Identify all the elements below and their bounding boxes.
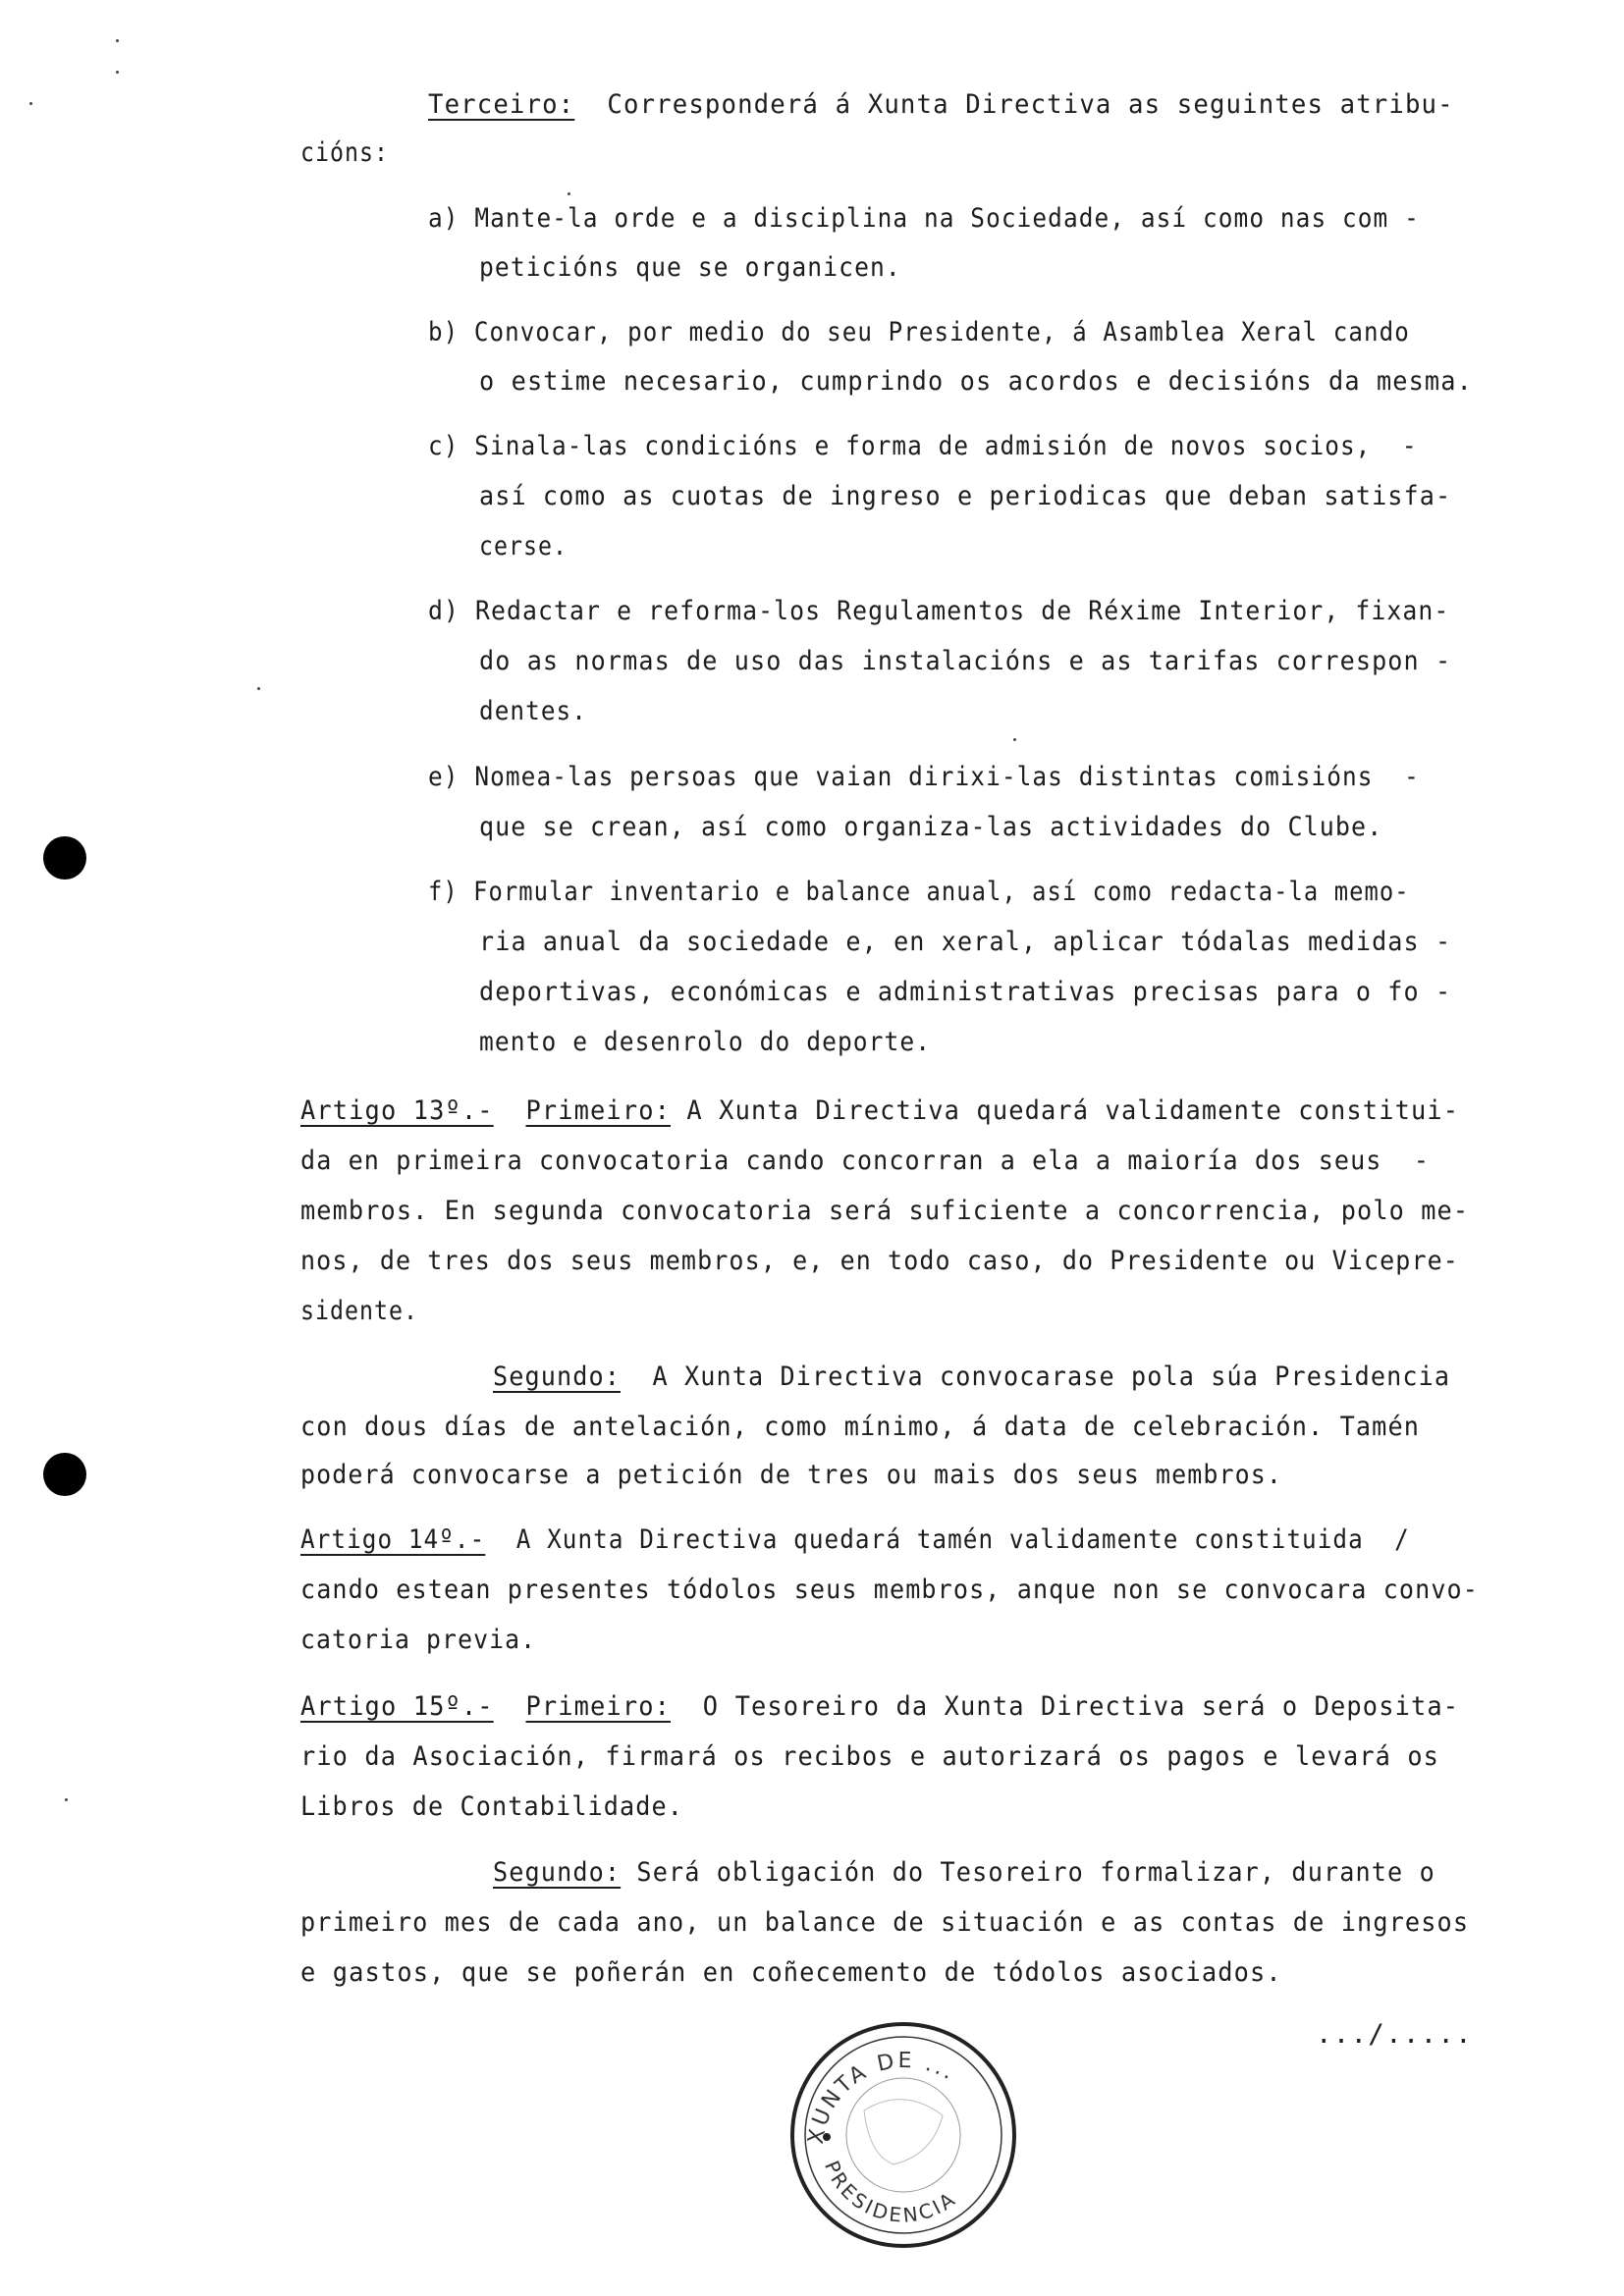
- text-line-b-2: [479, 365, 1473, 399]
- text-line-seg13-2: [300, 1411, 1420, 1444]
- text-run: cerse.: [479, 531, 568, 561]
- text-run: cando estean presentes tódolos seus membros, anque non se convocara convo-: [300, 1575, 1479, 1605]
- text-run: sidente.: [300, 1296, 418, 1326]
- scan-speck: [257, 687, 260, 690]
- text-line-a-1: [428, 202, 1420, 236]
- text-run: poderá convocarse a petición de tres ou mais dos seus membros.: [300, 1460, 1282, 1490]
- text-run: a) Mante-la orde e a disciplina na Sociedade, así como nas com -: [428, 203, 1420, 234]
- text-run: Corresponderá á Xunta Directiva as seguintes atribu-: [574, 89, 1454, 120]
- text-run: e gastos, que se poñerán en coñecemento de tódolos asociados.: [300, 1957, 1282, 1988]
- text-run: do as normas de uso das instalacións e as tarifas correspon -: [479, 646, 1452, 676]
- text-line-a13-1: [300, 1095, 1459, 1128]
- text-run: cións:: [300, 137, 389, 168]
- text-line-seg13-1: [493, 1361, 1450, 1394]
- underlined-heading: Artigo 13º.-: [300, 1095, 494, 1126]
- underlined-heading: Artigo 15º.-: [300, 1691, 494, 1722]
- text-line-c-1: [428, 430, 1418, 463]
- text-line-c-3: [479, 530, 568, 563]
- text-run: O Tesoreiro da Xunta Directiva será o Deposita-: [671, 1691, 1460, 1722]
- scan-speck: [568, 192, 570, 195]
- stamp-top-text: XUNTA DE ...: [803, 2049, 961, 2147]
- text-run: así como as cuotas de ingreso e periodicas que deban satisfa-: [479, 481, 1452, 511]
- text-run: rio da Asociación, firmará os recibos e autorizará os pagos e levará os: [300, 1741, 1440, 1772]
- text-run: A Xunta Directiva quedará validamente constitui-: [671, 1095, 1460, 1126]
- underlined-heading: Primeiro:: [525, 1691, 672, 1722]
- text-run: b) Convocar, por medio do seu Presidente, á Asamblea Xeral cando: [428, 317, 1410, 347]
- text-line-f-3: [479, 976, 1451, 1009]
- text-run: Será obligación do Tesoreiro formalizar, durante o: [621, 1857, 1435, 1888]
- text-line-f-4: [479, 1026, 931, 1059]
- text-line-f-1: [428, 876, 1410, 909]
- text-line-a14-3: [300, 1624, 536, 1657]
- text-run: que se crean, así como organiza-las actividades do Clube.: [479, 812, 1383, 842]
- text-run: ria anual da sociedade e, en xeral, aplicar tódalas medidas -: [479, 927, 1452, 957]
- text-run: da en primeira convocatoria cando concorran a ela a maioría dos seus -: [300, 1146, 1431, 1176]
- underlined-heading: Segundo:: [493, 1362, 622, 1392]
- text-run: [494, 1095, 526, 1126]
- text-line-seg13-3: [300, 1459, 1282, 1492]
- text-run: f) Formular inventario e balance anual, así como redacta-la memo-: [428, 877, 1410, 907]
- text-line-a13-2: [300, 1145, 1430, 1178]
- text-line-a14-2: [300, 1574, 1479, 1607]
- stamp-bottom-text: PRESIDENCIA: [820, 2157, 961, 2227]
- text-line-a-2: [479, 251, 901, 285]
- underlined-heading: Segundo:: [493, 1857, 622, 1888]
- text-line-d-3: [479, 695, 587, 728]
- text-run: primeiro mes de cada ano, un balance de situación e as contas de ingresos: [300, 1907, 1470, 1938]
- presidency-stamp: [785, 2017, 1021, 2253]
- underlined-heading: Artigo 14º.-: [300, 1524, 486, 1555]
- text-line-seg15-2: [300, 1906, 1469, 1940]
- text-line-e-2: [479, 811, 1382, 844]
- scan-speck: [116, 71, 119, 74]
- text-run: deportivas, económicas e administrativas precisas para o fo -: [479, 977, 1452, 1007]
- text-line-e-1: [428, 761, 1420, 794]
- text-line-a13-3: [300, 1195, 1469, 1228]
- text-line-a14-1: [300, 1523, 1410, 1557]
- text-line-d-1: [428, 595, 1449, 628]
- text-run: o estime necesario, cumprindo os acordos e decisións da mesma.: [479, 366, 1473, 397]
- scan-speck: [1013, 738, 1016, 741]
- underlined-heading: Terceiro:: [428, 89, 575, 120]
- text-run: mento e desenrolo do deporte.: [479, 1027, 932, 1057]
- scan-speck: [116, 39, 119, 42]
- svg-text:PRESIDENCIA: [820, 2158, 961, 2227]
- text-line-seg15-1: [493, 1856, 1435, 1890]
- text-line-a15-3: [300, 1790, 683, 1824]
- text-run: A Xunta Directiva quedará tamén validamente constituida /: [485, 1524, 1410, 1555]
- text-line-terceiro-2: [300, 136, 389, 170]
- text-run: e) Nomea-las persoas que vaian dirixi-las distintas comisións -: [428, 762, 1420, 792]
- text-line-a13-5: [300, 1295, 418, 1328]
- text-run: con dous días de antelación, como mínimo, á data de celebración. Tamén: [300, 1412, 1421, 1442]
- text-line-b-1: [428, 316, 1410, 349]
- text-line-a15-1: [300, 1690, 1459, 1724]
- text-line-d-2: [479, 645, 1451, 678]
- text-line-seg15-3: [300, 1956, 1282, 1990]
- text-run: peticións que se organicen.: [479, 252, 901, 283]
- text-run: d) Redactar e reforma-los Regulamentos de Réxime Interior, fixan-: [428, 596, 1450, 626]
- text-line-c-2: [479, 480, 1451, 513]
- text-run: A Xunta Directiva convocarase pola súa Presidencia: [621, 1362, 1451, 1392]
- underlined-heading: Primeiro:: [525, 1095, 672, 1126]
- text-run: nos, de tres dos seus membros, e, en todo caso, do Presidente ou Vicepre-: [300, 1246, 1459, 1276]
- text-line-a13-4: [300, 1245, 1459, 1278]
- text-run: Libros de Contabilidade.: [300, 1791, 684, 1822]
- text-run: c) Sinala-las condicións e forma de admisión de novos socios, -: [428, 431, 1418, 461]
- text-line-terceiro-1: [428, 88, 1454, 122]
- text-run: catoria previa.: [300, 1625, 537, 1655]
- text-line-f-2: [479, 926, 1451, 959]
- text-run: membros. En segunda convocatoria será suficiente a concorrencia, polo me-: [300, 1196, 1470, 1226]
- text-run: dentes.: [479, 696, 587, 726]
- punch-hole-top: [43, 836, 86, 880]
- punch-hole-bottom: [43, 1453, 86, 1496]
- text-run: .../.....: [1316, 2019, 1473, 2050]
- scan-speck: [29, 102, 32, 105]
- text-line-continues: [1316, 2018, 1473, 2052]
- scan-speck: [65, 1798, 68, 1801]
- text-run: [494, 1691, 526, 1722]
- text-line-a15-2: [300, 1740, 1439, 1774]
